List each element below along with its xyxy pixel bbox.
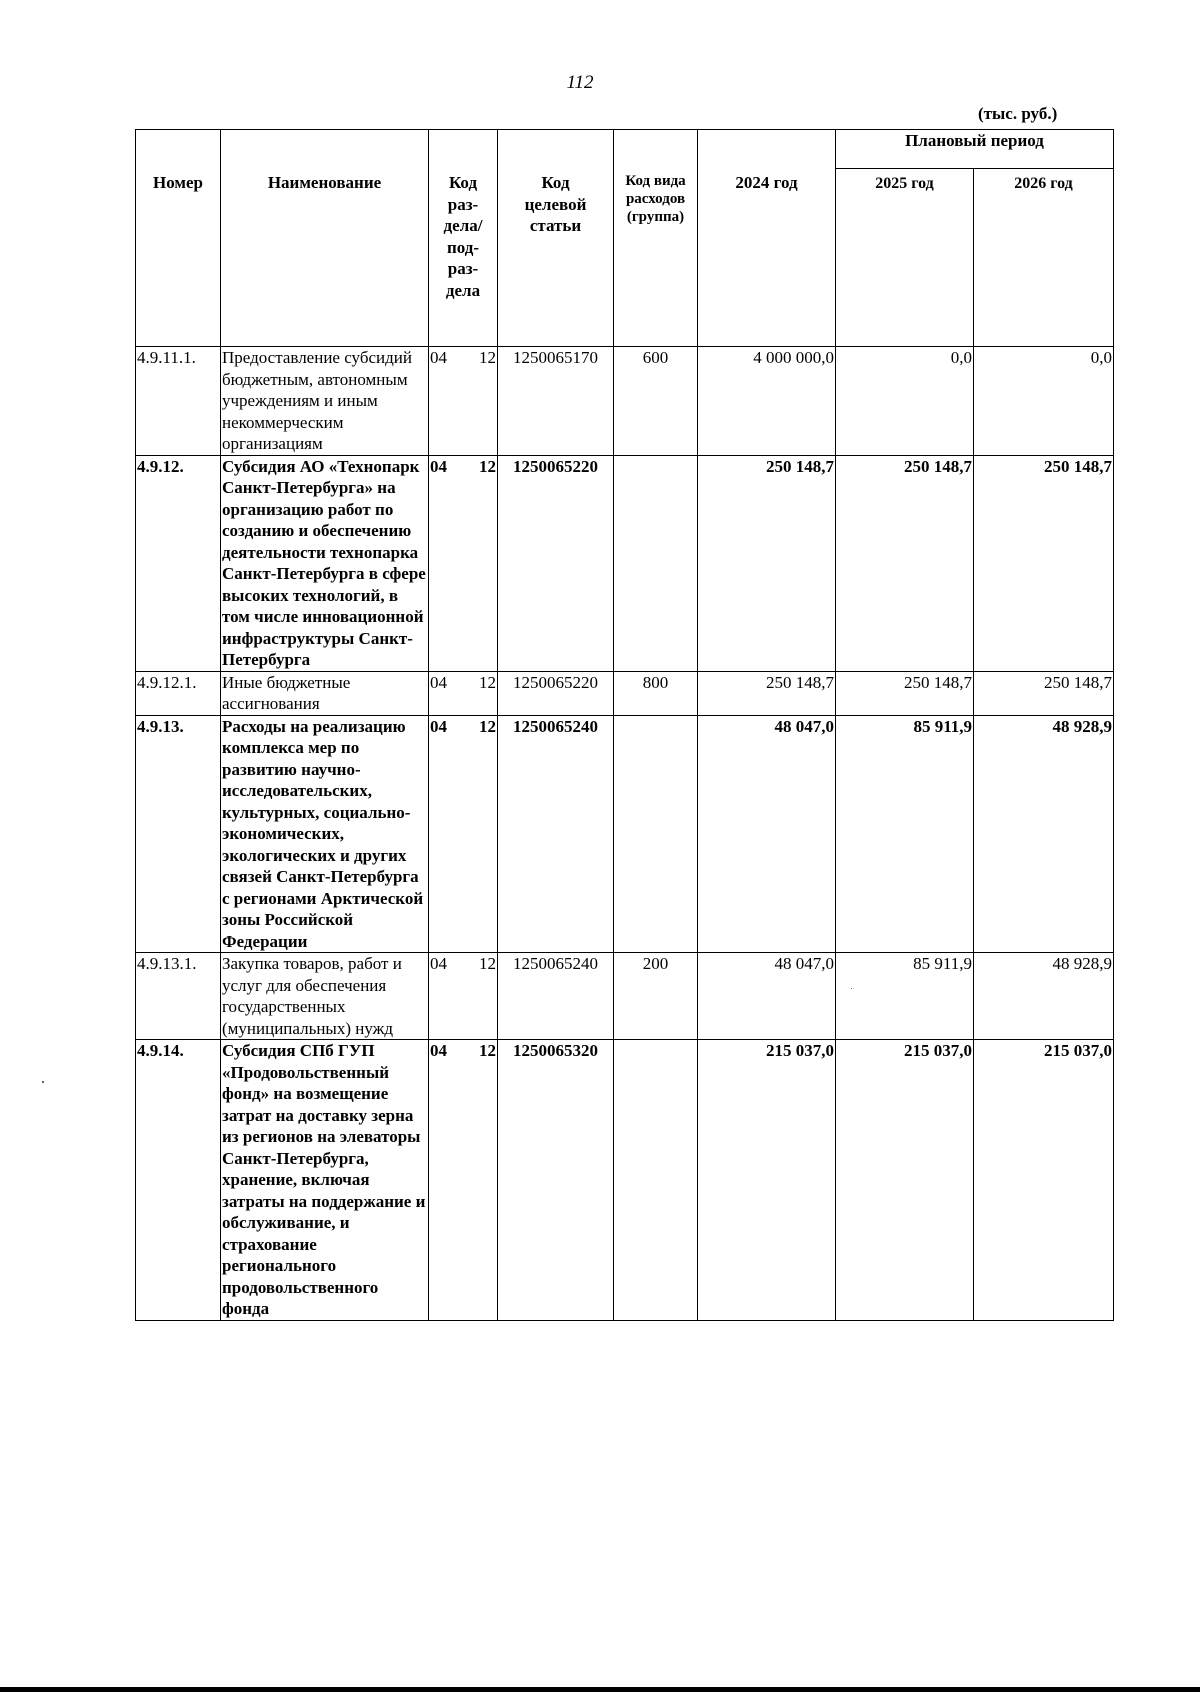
scan-edge-line	[0, 1687, 1200, 1692]
row-section-code: 04	[430, 456, 447, 476]
header-year-2025: 2025 год	[836, 169, 974, 347]
row-target-code: 1250065220	[498, 671, 614, 715]
row-amount-2026: 48 928,9	[974, 953, 1114, 1040]
row-amount-2024: 48 047,0	[698, 953, 836, 1040]
row-expense-kind: 200	[614, 953, 698, 1040]
row-number: 4.9.12.	[136, 455, 221, 671]
row-expense-kind: 800	[614, 671, 698, 715]
header-row	[136, 130, 1114, 169]
table-row	[136, 715, 1114, 953]
header-target-code: Код целевой статьи	[498, 130, 614, 347]
row-amount-2024: 250 148,7	[698, 671, 836, 715]
row-section-code: 04	[430, 954, 447, 973]
row-section	[429, 1040, 498, 1321]
row-name: Предоставление субсидий бюджетным, автономным учреждениям и иным некоммерческим организациям	[221, 347, 429, 456]
header-number: Номер	[136, 130, 221, 347]
row-subsection-code: 12	[479, 456, 496, 476]
row-name: Расходы на реализацию комплекса мер по развитию научно-исследовательских, культурных, социально-экономических, экологических и других связей Санкт-Петербурга с регионами Арктической зоны Российской Федерации	[221, 715, 429, 953]
table-row	[136, 1040, 1114, 1321]
row-section	[429, 455, 498, 671]
row-number: 4.9.13.	[136, 715, 221, 953]
row-subsection-code: 12	[479, 348, 496, 367]
row-name: Субсидия АО «Технопарк Санкт-Петербурга» на организацию работ по созданию и обеспечению деятельности технопарка Санкт-Петербурга в сфере высоких технологий, в том числе инновационной инфраструктуры Санкт-Петербурга	[221, 455, 429, 671]
row-name: Иные бюджетные ассигнования	[221, 671, 429, 715]
header-planned-period: Плановый период	[836, 130, 1114, 169]
row-amount-2026: 250 148,7	[974, 455, 1114, 671]
header-year-2024: 2024 год	[698, 130, 836, 347]
row-subsection-code: 12	[479, 672, 496, 692]
row-amount-2025: 85 911,9	[836, 953, 974, 1040]
row-subsection-code: 12	[479, 716, 496, 736]
row-amount-2026: 250 148,7	[974, 671, 1114, 715]
row-amount-2026: 48 928,9	[974, 715, 1114, 953]
row-amount-2025: 0,0	[836, 347, 974, 456]
row-amount-2026: 215 037,0	[974, 1040, 1114, 1321]
row-target-code: 1250065240	[498, 953, 614, 1040]
table-row	[136, 455, 1114, 671]
row-amount-2026: 0,0	[974, 347, 1114, 456]
row-subsection-code: 12	[479, 954, 496, 973]
row-target-code: 1250065240	[498, 715, 614, 953]
page-number: 112	[566, 72, 594, 93]
header-name: Наименование	[221, 130, 429, 347]
row-amount-2025: 250 148,7	[836, 455, 974, 671]
row-section	[429, 347, 498, 456]
scan-speck	[851, 988, 852, 989]
row-expense-kind	[614, 1040, 698, 1321]
row-section-code: 04	[430, 1041, 447, 1060]
budget-table	[135, 129, 1114, 1321]
row-number: 4.9.13.1.	[136, 953, 221, 1040]
table-row	[136, 671, 1114, 715]
row-expense-kind	[614, 715, 698, 953]
row-section	[429, 715, 498, 953]
units-label: (тыс. руб.)	[978, 104, 1058, 123]
row-amount-2024: 215 037,0	[698, 1040, 836, 1321]
header-expense-kind: Код вида расходов (группа)	[614, 130, 698, 347]
header-year-2026: 2026 год	[974, 169, 1114, 347]
row-section-code: 04	[430, 348, 447, 367]
row-subsection-code: 12	[479, 1041, 496, 1060]
row-section-code: 04	[430, 716, 447, 736]
scan-speck	[42, 1081, 44, 1083]
row-expense-kind	[614, 455, 698, 671]
row-amount-2025: 85 911,9	[836, 715, 974, 953]
row-name: Закупка товаров, работ и услуг для обеспечения государственных (муниципальных) нужд	[221, 953, 429, 1040]
table-row	[136, 953, 1114, 1040]
row-section-code: 04	[430, 672, 447, 692]
row-amount-2024: 250 148,7	[698, 455, 836, 671]
row-amount-2025: 215 037,0	[836, 1040, 974, 1321]
row-target-code: 1250065220	[498, 455, 614, 671]
header-section-code: Код раз- дела/ под- раз- дела	[429, 130, 498, 347]
row-number: 4.9.12.1.	[136, 671, 221, 715]
row-target-code: 1250065170	[498, 347, 614, 456]
row-amount-2024: 48 047,0	[698, 715, 836, 953]
row-amount-2024: 4 000 000,0	[698, 347, 836, 456]
row-number: 4.9.11.1.	[136, 347, 221, 456]
row-number: 4.9.14.	[136, 1040, 221, 1321]
table-row	[136, 347, 1114, 456]
row-name: Субсидия СПб ГУП «Продовольственный фонд» на возмещение затрат на доставку зерна из регионов на элеваторы Санкт-Петербурга, хранение, включая затраты на поддержание и обслуживание, и страхование регионального продовольственного фонда	[221, 1040, 429, 1321]
row-target-code: 1250065320	[498, 1040, 614, 1321]
row-section	[429, 953, 498, 1040]
row-section	[429, 671, 498, 715]
row-amount-2025: 250 148,7	[836, 671, 974, 715]
row-expense-kind: 600	[614, 347, 698, 456]
